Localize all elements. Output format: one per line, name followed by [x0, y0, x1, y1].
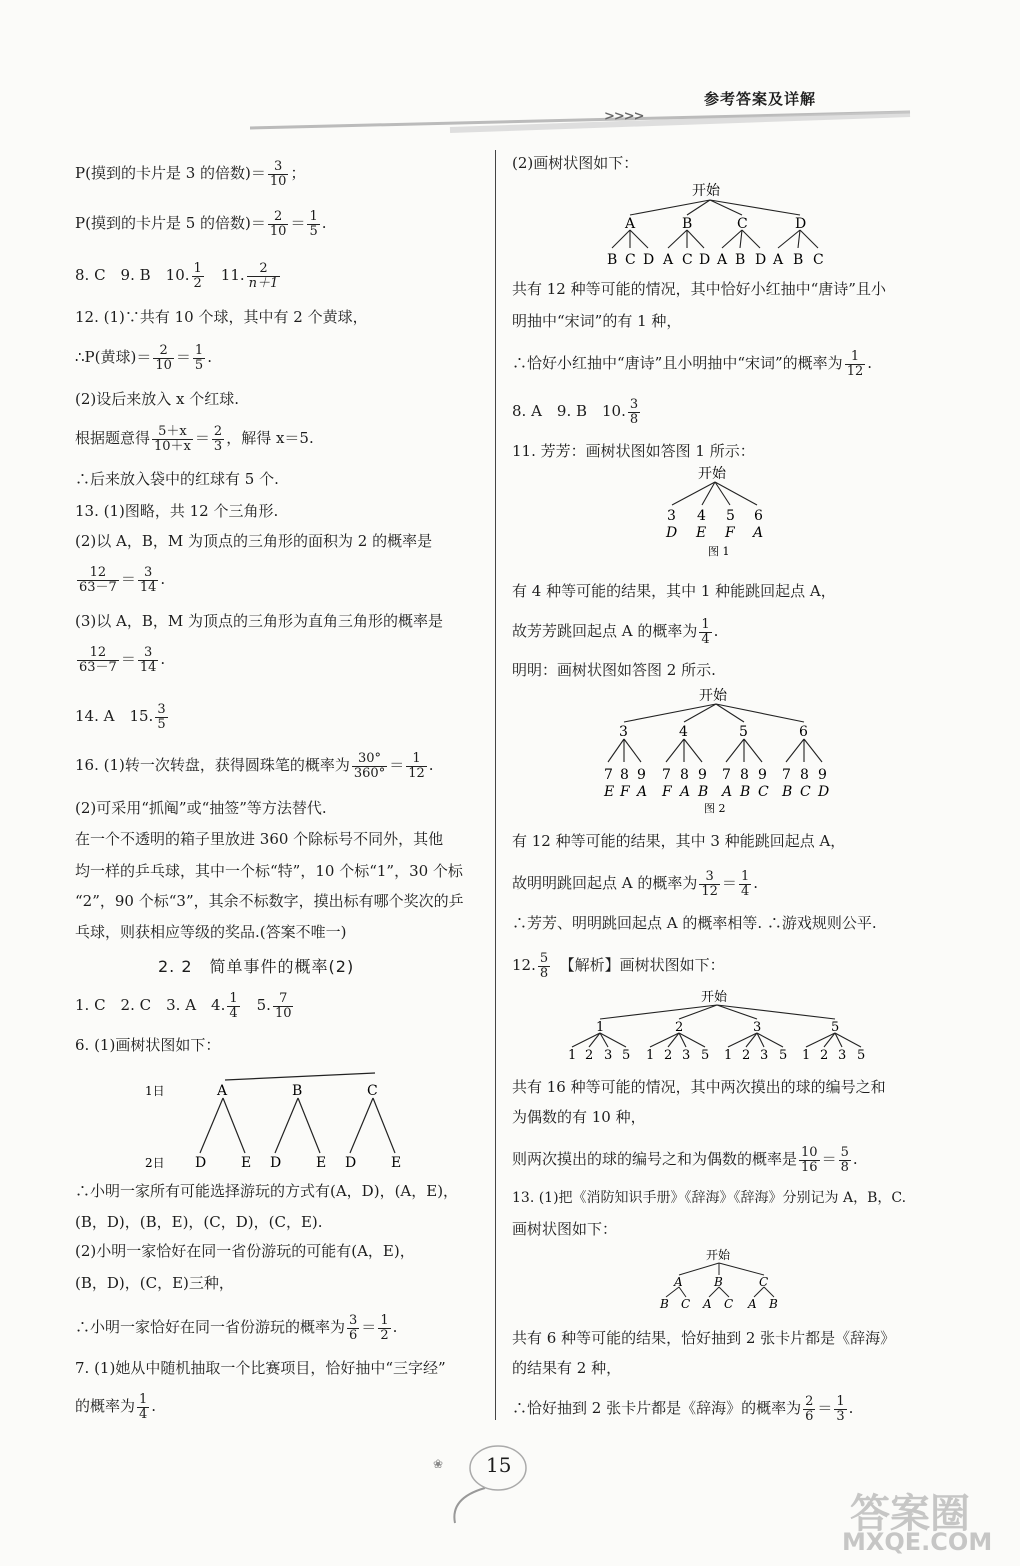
tree-q6-row2-label: 2日	[145, 1156, 165, 1170]
answers-8-11: 8. C 9. B 10. $\frac{1}{2}$ 11. $\frac{2}{n+1}$	[75, 261, 279, 291]
tree-q12-leaf: 3	[604, 1048, 613, 1063]
tree-fig1-letter: D	[666, 525, 678, 541]
q16-line-e: “2”，90 个标“3”，其余不标数字，摸出标有哪个奖次的乒	[75, 892, 464, 910]
tree-q6-node: B	[292, 1083, 303, 1099]
tree-fig2-num: 7	[662, 767, 671, 783]
q12-line-d: 根据题意得 $\frac{5+x}{10+x}$ ＝ $\frac{2}{3}$ ，解得 x＝5.	[75, 424, 314, 454]
q12-line-c: (2)设后来放入 x 个红球.	[75, 390, 240, 408]
q6-line-b: ∴小明一家所有可能选择游玩的方式有(A，D)，(A，E)，	[75, 1182, 459, 1200]
tree-q6-leaf: E	[391, 1155, 402, 1171]
tree-q13-node: B	[714, 1275, 723, 1289]
left-line-1: P(摸到的卡片是 3 的倍数)＝ $\frac{3}{10}$ ；	[75, 159, 306, 189]
tree-q12-leaf: 1	[802, 1048, 811, 1063]
tree-fig2-num: 8	[620, 767, 629, 783]
watermark-logo: 答案圈	[850, 1491, 970, 1537]
q16-line-d: 均一样的乒乓球，其中一个标“特”，10 个标“1”，30 个标	[75, 862, 463, 880]
header-arrows: >>>>	[604, 109, 644, 124]
tree-q13-leaf: C	[681, 1297, 691, 1311]
right-line-12: ∴芳芳、明明跳回起点 A 的概率相等. ∴游戏规则公平.	[512, 914, 877, 932]
tree-q6-leaf: E	[241, 1155, 252, 1171]
tree-q6-row1-label: 1日	[145, 1084, 165, 1098]
tree-fig2-num: 9	[818, 767, 827, 783]
tree-fig2-num: 8	[800, 767, 809, 783]
tree-q7-leaf: A	[663, 252, 674, 268]
tree-q7-leaf: C	[625, 252, 636, 268]
page-number-ornament	[430, 1438, 550, 1528]
tree-q12-node: 3	[753, 1020, 762, 1035]
tree-q6-leaf: D	[345, 1155, 357, 1171]
tree-q7-node: D	[795, 216, 807, 232]
tree-q12-leaf: 3	[682, 1048, 691, 1063]
tree-fig2-letter: F	[662, 784, 672, 800]
tree-q12-leaf: 2	[585, 1048, 594, 1063]
right-line-8: 故芳芳跳回起点 A 的概率为 $\frac{1}{4}$ .	[512, 617, 719, 647]
tree-q13-leaf: A	[703, 1297, 712, 1311]
tree-q7-leaf: D	[755, 252, 767, 268]
tree-q13-leaf: C	[724, 1297, 734, 1311]
tree-fig1-letter: E	[696, 525, 707, 541]
tree-fig2-letter: C	[758, 784, 769, 800]
q13-line-e: $\frac{12}{63-7}$ ＝ $\frac{3}{14}$ .	[79, 645, 166, 675]
tree-diagram-q12	[562, 985, 872, 1065]
tree-q7-leaf: D	[699, 252, 711, 268]
q12-line-e: ∴后来放入袋中的红球有 5 个.	[75, 470, 279, 488]
answers-8-10-right: 8. A 9. B 10. $\frac{3}{8}$	[512, 397, 639, 427]
right-line-16: 则两次摸出的球的编号之和为偶数的概率是 $\frac{10}{16}$ ＝ $\frac{5}{8}$ .	[512, 1145, 858, 1175]
tree-fig2-letter: B	[782, 784, 793, 800]
tree-fig2-num: 8	[680, 767, 689, 783]
tree-q6-leaf: D	[270, 1155, 282, 1171]
tree-fig2-num: 9	[758, 767, 767, 783]
right-line-7: 有 4 种等可能的结果，其中 1 种能跳回起点 A，	[512, 582, 836, 600]
tree-fig2-letter: D	[818, 784, 830, 800]
right-line-21: ∴恰好抽到 2 张卡片都是《辞海》的概率为 $\frac{2}{6}$ ＝ $\frac{1}{3}$ .	[512, 1394, 854, 1424]
tree-fig2-letter: A	[722, 784, 733, 800]
q16-line-a: 16. (1)转一次转盘，获得圆珠笔的概率为 $\frac{30^\circ}{360^\circ}$ ＝ $\frac{1}{12}$ .	[75, 751, 434, 781]
tree-fig2-node: 4	[679, 724, 688, 740]
right-line-20: 的结果有 2 种，	[512, 1359, 622, 1377]
right-line-14: 共有 16 种等可能的情况，其中两次摸出的球的编号之和	[512, 1078, 886, 1096]
q13-line-c: $\frac{12}{63-7}$ ＝ $\frac{3}{14}$ .	[79, 565, 166, 595]
q13-line-d: (3)以 A，B，M 为顶点的三角形为直角三角形的概率是	[75, 612, 444, 630]
tree-diagram-q13	[654, 1245, 794, 1320]
tree-q12-leaf: 5	[779, 1048, 788, 1063]
left-line-2: P(摸到的卡片是 5 的倍数)＝ $\frac{2}{10}$ ＝ $\frac{1}{5}$ .	[75, 209, 327, 239]
watermark-url: MXQE.COM	[842, 1528, 993, 1556]
tree-fig1-root: 开始	[698, 466, 726, 482]
right-line-6: 11. 芳芳：画树状图如答图 1 所示：	[512, 442, 755, 460]
tree-q13-root: 开始	[706, 1248, 731, 1262]
right-line-10: 有 12 种等可能的结果，其中 3 种能跳回起点 A，	[512, 832, 846, 850]
q16-line-c: 在一个不透明的箱子里放进 360 个除标号不同外，其他	[75, 830, 444, 848]
tree-q12-leaf: 5	[701, 1048, 710, 1063]
tree-q7-leaf: B	[793, 252, 804, 268]
page-number: 15	[486, 1453, 512, 1477]
right-line-19: 共有 6 种等可能的结果，恰好抽到 2 张卡片都是《辞海》	[512, 1329, 896, 1347]
tree-diagram-q6	[145, 1063, 435, 1178]
tree-fig2-letter: B	[740, 784, 751, 800]
q6-line-d: (2)小明一家恰好在同一省份游玩的可能有(A，E)，	[75, 1242, 415, 1260]
tree-q12-root: 开始	[701, 990, 728, 1005]
right-line-1: (2)画树状图如下：	[512, 154, 639, 172]
tree-q7-node: C	[737, 216, 748, 232]
q16-line-f: 乓球，则获相应等级的奖品.(答案不唯一)	[75, 923, 347, 941]
tree-fig2-caption: 图 2	[704, 802, 726, 815]
tree-q7-leaf: A	[717, 252, 728, 268]
tree-diagram-fig2	[596, 684, 836, 829]
tree-q13-node: A	[674, 1275, 683, 1289]
tree-fig2-letter: E	[604, 784, 615, 800]
tree-q12-leaf: 5	[857, 1048, 866, 1063]
section-title: 2. 2 简单事件的概率(2)	[158, 957, 355, 976]
tree-q12-leaf: 3	[838, 1048, 847, 1063]
tree-fig2-letter: F	[620, 784, 630, 800]
q12-line-b: ∴P(黄球)＝ $\frac{2}{10}$ ＝ $\frac{1}{5}$ .	[75, 343, 212, 373]
tree-q7-leaf: B	[735, 252, 746, 268]
tree-q7-leaf: A	[773, 252, 784, 268]
tree-q12-leaf: 2	[742, 1048, 751, 1063]
q7-line-a: 7. (1)她从中随机抽取一个比赛项目，恰好抽中“三字经”	[75, 1359, 446, 1377]
q13-line-b: (2)以 A，B，M 为顶点的三角形的面积为 2 的概率是	[75, 532, 433, 550]
tree-fig2-num: 9	[637, 767, 646, 783]
tree-fig2-num: 7	[782, 767, 791, 783]
tree-fig2-node: 3	[619, 724, 628, 740]
tree-fig1-num: 4	[697, 508, 706, 524]
tree-q12-leaf: 1	[568, 1048, 577, 1063]
tree-fig2-letter: A	[680, 784, 691, 800]
right-line-17: 13. (1)把《消防知识手册》《辞海》《辞海》分别记为 A，B，C.	[512, 1190, 907, 1206]
tree-q7-node: A	[625, 216, 636, 232]
tree-q7-leaf: D	[643, 252, 655, 268]
tree-q12-node: 1	[596, 1020, 605, 1035]
tree-q12-leaf: 1	[724, 1048, 733, 1063]
column-divider	[495, 150, 496, 1420]
q12-line-a: 12. (1)∵共有 10 个球，其中有 2 个黄球，	[75, 308, 368, 326]
tree-fig2-letter: B	[698, 784, 709, 800]
header-rule	[250, 108, 950, 138]
tree-fig2-num: 7	[722, 767, 731, 783]
tree-fig2-root: 开始	[699, 688, 727, 704]
tree-fig2-letter: C	[800, 784, 811, 800]
tree-q12-leaf: 5	[622, 1048, 631, 1063]
tree-q7-node: B	[682, 216, 693, 232]
tree-q6-leaf: E	[316, 1155, 327, 1171]
svg-text:❀: ❀	[433, 1457, 444, 1471]
tree-fig2-num: 8	[740, 767, 749, 783]
tree-q6-node: A	[217, 1083, 228, 1099]
tree-q7-leaf: C	[813, 252, 824, 268]
tree-fig2-num: 9	[698, 767, 707, 783]
tree-fig2-node: 5	[739, 724, 748, 740]
tree-diagram-q7	[600, 178, 830, 268]
q6-line-c: (B，D)，(B，E)，(C，D)，(C，E).	[75, 1213, 323, 1231]
q16-line-b: (2)可采用“抓阄”或“抽签”等方法替代.	[75, 799, 327, 817]
right-line-3: 明抽中“宋词”的有 1 种，	[512, 312, 682, 330]
right-line-9: 明明：画树状图如答图 2 所示.	[512, 661, 716, 679]
q6-line-f: ∴小明一家恰好在同一省份游玩的概率为 $\frac{3}{6}$ ＝ $\frac{1}{2}$ .	[75, 1313, 398, 1343]
tree-fig1-letter: F	[725, 525, 735, 541]
tree-q12-node: 5	[831, 1020, 840, 1035]
tree-fig2-letter: A	[637, 784, 648, 800]
tree-q7-leaf: B	[607, 252, 618, 268]
tree-q12-leaf: 3	[760, 1048, 769, 1063]
answers-14-15: 14. A 15. $\frac{3}{5}$	[75, 702, 166, 732]
q6-line-e: (B，D)，(C，E)三种，	[75, 1274, 234, 1292]
right-line-15: 为偶数的有 10 种，	[512, 1108, 646, 1126]
tree-fig1-num: 5	[726, 508, 735, 524]
tree-q13-leaf: B	[769, 1297, 778, 1311]
tree-q13-leaf: B	[660, 1297, 669, 1311]
tree-q7-root: 开始	[692, 183, 720, 199]
q13-line-a: 13. (1)图略，共 12 个三角形.	[75, 502, 279, 520]
right-line-2: 共有 12 种等可能的情况，其中恰好小红抽中“唐诗”且小	[512, 280, 886, 298]
tree-diagram-fig1	[652, 462, 792, 557]
tree-q12-leaf: 1	[646, 1048, 655, 1063]
tree-q13-leaf: A	[748, 1297, 757, 1311]
right-line-4: ∴恰好小红抽中“唐诗”且小明抽中“宋词”的概率为 $\frac{1}{12}$ .	[512, 349, 873, 379]
tree-fig1-letter: A	[753, 525, 764, 541]
header-title: 参考答案及详解	[704, 90, 817, 108]
right-line-13: 12. $\frac{5}{8}$ 【解析】画树状图如下：	[512, 951, 725, 981]
answers-1-5: 1. C 2. C 3. A 4. $\frac{1}{4}$ 5. $\frac{7}{10}$	[75, 991, 292, 1021]
q6-line-a: 6. (1)画树状图如下：	[75, 1036, 221, 1054]
tree-q12-node: 2	[675, 1020, 684, 1035]
q7-line-b: 的概率为 $\frac{1}{4}$ .	[75, 1392, 157, 1422]
tree-fig1-num: 6	[754, 508, 763, 524]
tree-fig1-caption: 图 1	[708, 545, 730, 557]
tree-fig2-num: 7	[604, 767, 613, 783]
tree-fig1-num: 3	[667, 508, 676, 524]
right-line-18: 画树状图如下：	[512, 1220, 618, 1238]
tree-q12-leaf: 2	[664, 1048, 673, 1063]
tree-q12-leaf: 2	[820, 1048, 829, 1063]
tree-q6-leaf: D	[195, 1155, 207, 1171]
tree-q6-node: C	[367, 1083, 378, 1099]
tree-fig2-node: 6	[799, 724, 808, 740]
tree-q13-node: C	[759, 1275, 769, 1289]
right-line-11: 故明明跳回起点 A 的概率为 $\frac{3}{12}$ ＝ $\frac{1}{4}$ .	[512, 869, 758, 899]
fraction: $\frac{3}{10}$	[269, 159, 287, 189]
tree-q7-leaf: C	[682, 252, 693, 268]
